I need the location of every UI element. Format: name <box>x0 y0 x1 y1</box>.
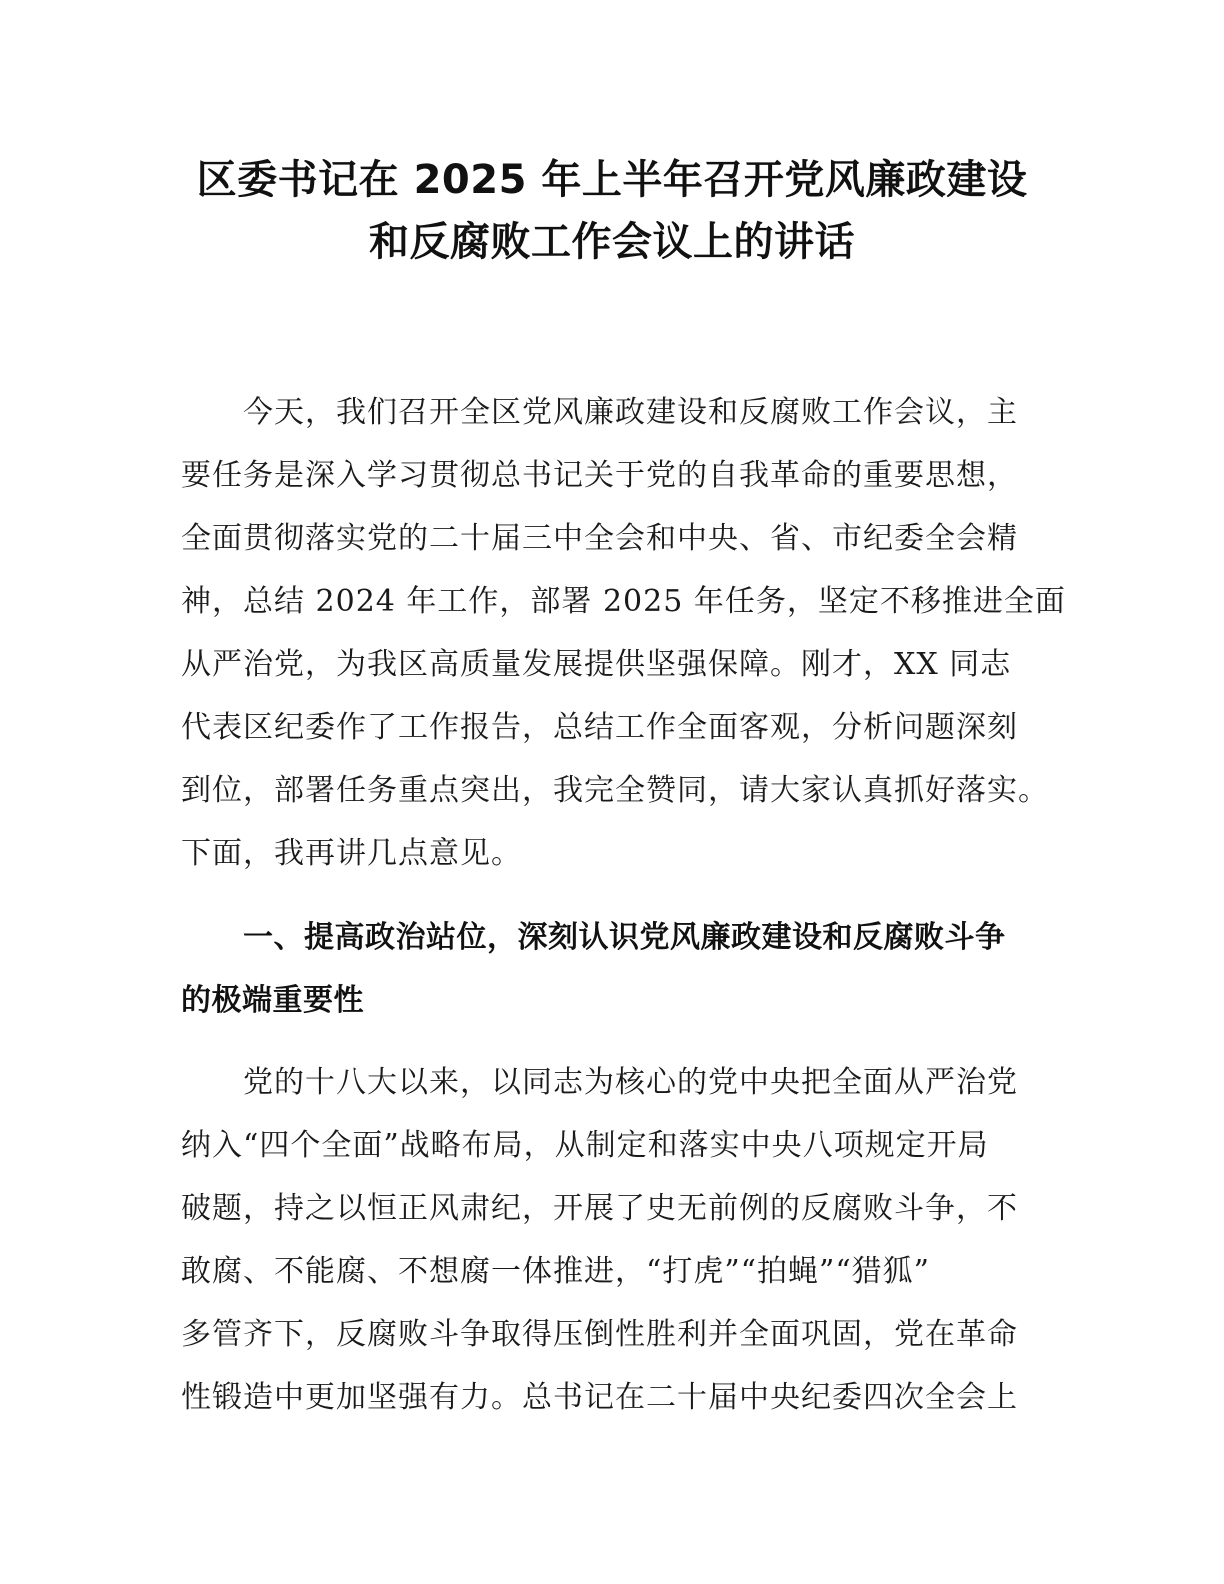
paragraph-line: 到位，部署任务重点突出，我完全赞同，请大家认真抓好落实。 <box>181 773 1049 808</box>
paragraph-line: 党的十八大以来，以同志为核心的党中央把全面从严治党 <box>243 1065 1018 1100</box>
paragraph-line: 多管齐下，反腐败斗争取得压倒性胜利并全面巩固，党在革命 <box>181 1317 1018 1352</box>
paragraph-line: 纳入“四个全面”战略布局，从制定和落实中央八项规定开局 <box>181 1128 989 1163</box>
section-heading-line: 的极端重要性 <box>181 983 364 1018</box>
paragraph-line: 性锻造中更加坚强有力。总书记在二十届中央纪委四次全会上 <box>181 1380 1018 1415</box>
paragraph-line: 代表区纪委作了工作报告，总结工作全面客观，分析问题深刻 <box>181 710 1018 745</box>
paragraph-line: 从严治党，为我区高质量发展提供坚强保障。刚才，XX 同志 <box>181 647 1012 682</box>
paragraph-line: 破题，持之以恒正风肃纪，开展了史无前例的反腐败斗争，不 <box>181 1191 1018 1226</box>
paragraph-line: 下面，我再讲几点意见。 <box>181 836 522 871</box>
paragraph-line: 要任务是深入学习贯彻总书记关于党的自我革命的重要思想， <box>181 458 1018 493</box>
document-title-line-1: 区委书记在 2025 年上半年召开党风廉政建设 <box>196 157 1028 203</box>
paragraph-line: 全面贯彻落实党的二十届三中全会和中央、省、市纪委全会精 <box>181 521 1018 556</box>
paragraph-line: 今天，我们召开全区党风廉政建设和反腐败工作会议，主 <box>243 395 1018 430</box>
paragraph-line: 敢腐、不能腐、不想腐一体推进，“打虎”“拍蝇”“猎狐” <box>181 1254 931 1289</box>
paragraph-line: 神，总结 2024 年工作，部署 2025 年任务，坚定不移推进全面 <box>181 584 1066 619</box>
section-heading-line: 一、提高政治站位，深刻认识党风廉政建设和反腐败斗争 <box>243 920 1006 955</box>
document-title-line-2: 和反腐败工作会议上的讲话 <box>369 219 855 265</box>
